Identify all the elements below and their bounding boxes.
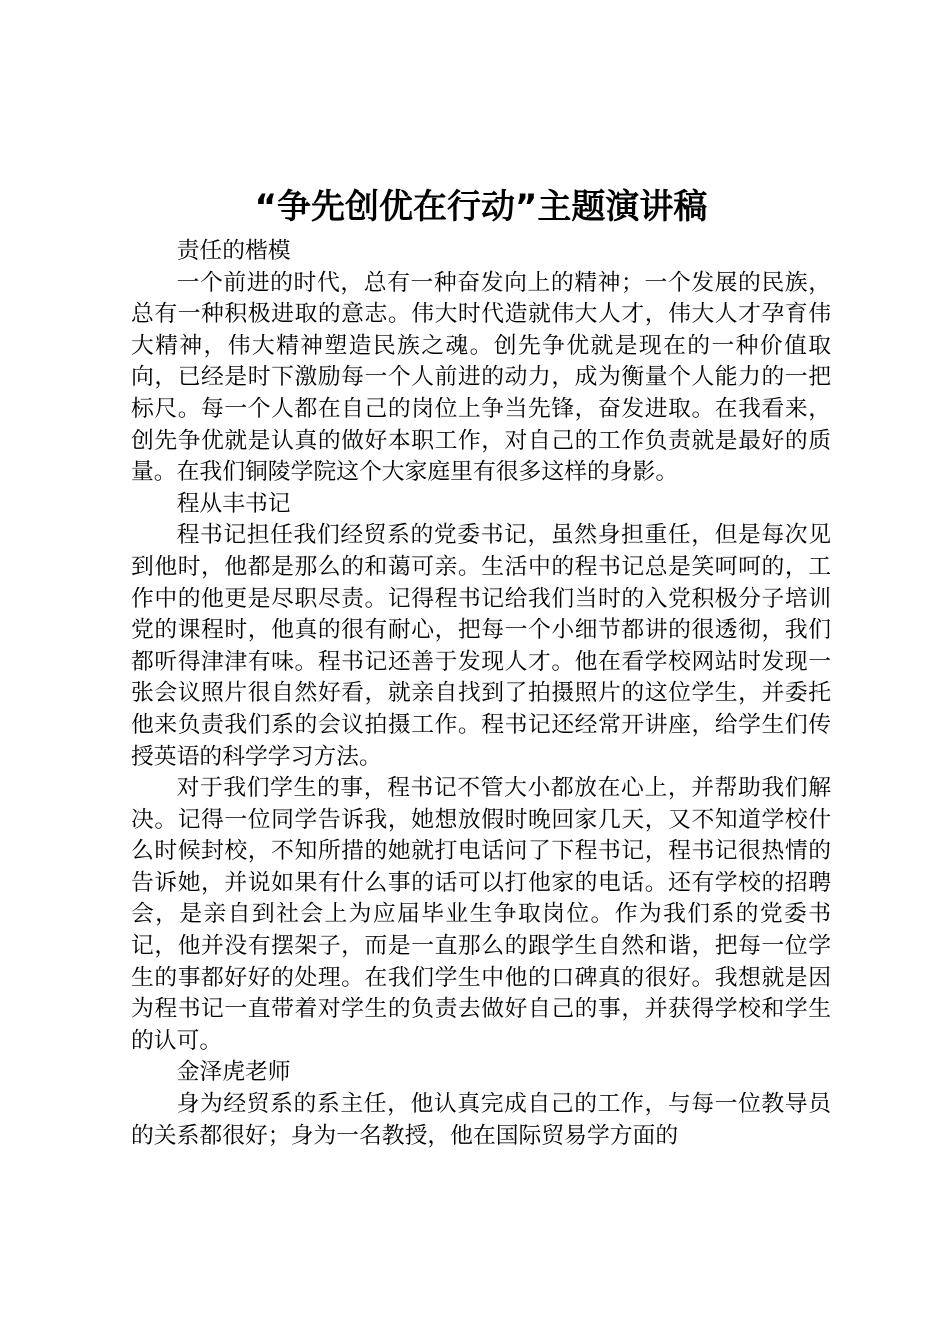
section-heading-jin: 金泽虎老师 <box>176 1059 291 1086</box>
paragraph-cheng-work: 程书记担任我们经贸系的党委书记，虽然身担重任，但是每次见到他时，他都是那么的和蔼可亲。生活中的程书记总是笑呵呵的，工作中的他更是尽职尽责。记得程书记给我们当时的入党积极分子培训党的课程时，他真的很有耐心，把每一个小细节都讲的很透彻，我们都听得津津有味。程书记还善于发现人才。他在看学校网站时发现一张会议照片很自然好看，就亲自找到了拍摄照片的这位学生，并委托他来负责我们系的会议拍摄工作。程书记还经常开讲座，给学生们传授英语的科学学习方法。 <box>131 522 831 770</box>
paragraph-jin-work: 身为经贸系的系主任，他认真完成自己的工作，与每一位教导员的关系都很好；身为一名教授，他在国际贸易学方面的 <box>131 1091 831 1149</box>
paragraph-cheng-students: 对于我们学生的事，程书记不管大小都放在心上，并帮助我们解决。记得一位同学告诉我，她想放假时晚回家几天，又不知道学校什么时候封校，不知所措的她就打电话问了下程书记，程书记很热情的告诉她，并说如果有什么事的话可以打他家的电话。还有学校的招聘会，是亲自到社会上为应届毕业生争取岗位。作为我们系的党委书记，他并没有摆架子，而是一直那么的跟学生自然和谐，把每一位学生的事都好好的处理。在我们学生中他的口碑真的很好。我想就是因为程书记一直带着对学生的负责去做好自己的事，并获得学校和学生的认可。 <box>131 775 831 1054</box>
document-page <box>131 180 831 1152</box>
paragraph-intro: 一个前进的时代，总有一种奋发向上的精神；一个发展的民族，总有一种积极进取的意志。伟大时代造就伟大人才，伟大人才孕育伟大精神，伟大精神塑造民族之魂。创先争优就是现在的一种价值取向，已经是时下激励每一个人前进的动力，成为衡量个人能力的一把标尺。每一个人都在自己的岗位上争当先锋，奋发进取。在我看来，创先争优就是认真的做好本职工作，对自己的工作负责就是最好的质量。在我们铜陵学院这个大家庭里有很多这样的身影。 <box>131 269 831 486</box>
section-heading-responsibility: 责任的楷模 <box>176 238 291 264</box>
section-heading-cheng: 程从丰书记 <box>176 490 291 517</box>
document-title: “争先创优在行动”主题演讲稿 <box>254 187 708 227</box>
